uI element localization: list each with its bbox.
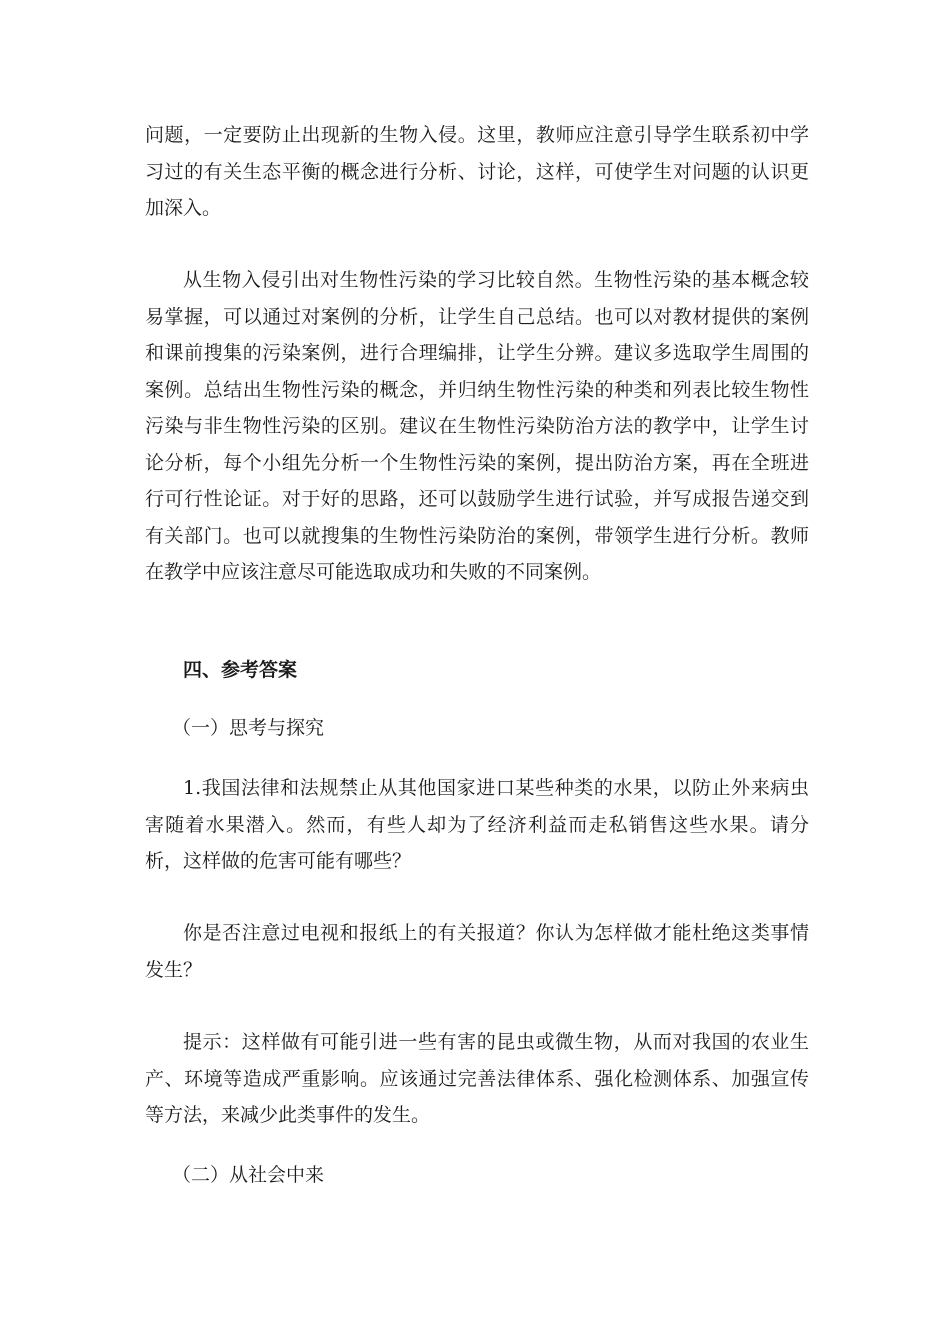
- paragraph-bio-pollution: 从生物入侵引出对生物性污染的学习比较自然。生物性污染的基本概念较易掌握，可以通过对案例的分析，让学生自己总结。也可以对教材提供的案例和课前搜集的污染案例，进行合理编排，让学生分辨。建议多选取学生周围的案例。总结出生物性污染的概念，并归纳生物性污染的种类和列表比较生物性污染与非生物性污染的区别。建议在生物性污染防治方法的教学中，让学生讨论分析，每个小组先分析一个生物性污染的案例，提出防治方案，再在全班进行可行性论证。对于好的思路，还可以鼓励学生进行试验，并写成报告递交到有关部门。也可以就搜集的生物性污染防治的案例，带领学生进行分析。教师在教学中应该注意尽可能选取成功和失败的不同案例。: [145, 269, 809, 583]
- paragraph-continued: 问题，一定要防止出现新的生物入侵。这里，教师应注意引导学生联系初中学习过的有关生态平衡的概念进行分析、讨论，这样，可使学生对问题的认识更加深入。: [145, 124, 809, 219]
- hint-1: 提示：这样做有可能引进一些有害的昆虫或微生物，从而对我国的农业生产、环境等造成严重影响。应该通过完善法律体系、强化检测体系、加强宣传等方法，来减少此类事件的发生。: [145, 1031, 809, 1126]
- question-1-followup: 你是否注意过电视和报纸上的有关报道？你认为怎样做才能杜绝这类事情发生？: [145, 922, 809, 981]
- section-heading: 四、参考答案: [183, 659, 298, 681]
- question-1: 1.我国法律和法规禁止从其他国家进口某些种类的水果，以防止外来病虫害随着水果潜入。然而，有些人却为了经济利益而走私销售这些水果。请分析，这样做的危害可能有哪些？: [145, 777, 809, 872]
- subsection-heading-thinking: （一）思考与探究: [172, 717, 325, 739]
- subsection-heading-society: （二）从社会中来: [172, 1164, 325, 1186]
